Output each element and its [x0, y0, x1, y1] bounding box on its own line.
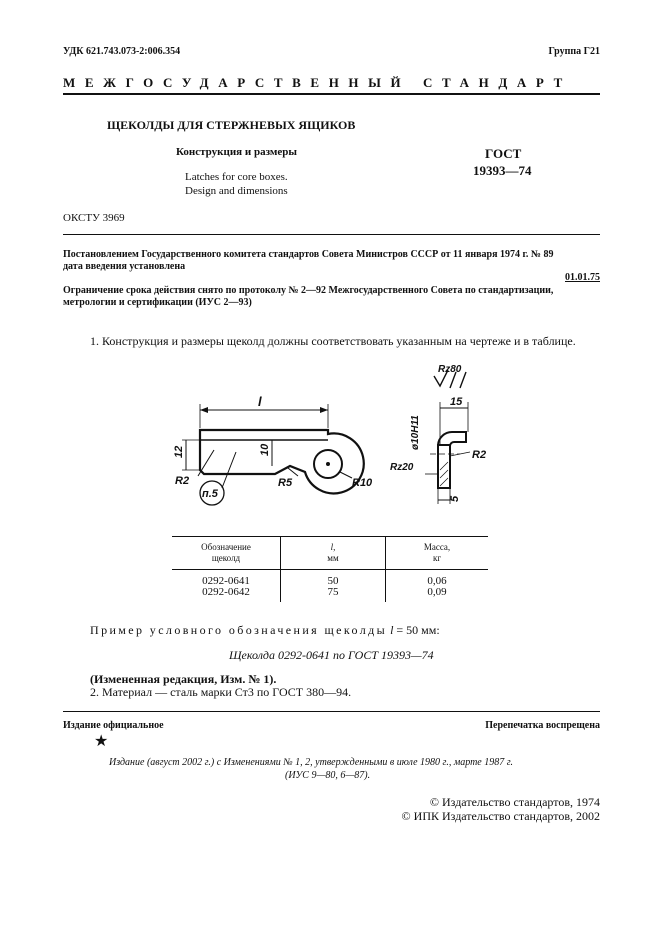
example-line [90, 623, 440, 638]
official-edition: Издание официальное [63, 720, 164, 731]
okstu-code: ОКСТУ 3969 [63, 212, 125, 224]
subtitle-ru: Конструкция и размеры [176, 146, 297, 158]
dimensions-table [172, 536, 488, 602]
hole-label: ø10H11 [410, 415, 421, 450]
table-row [172, 587, 488, 602]
example-label: Пример условного обозначения щеколды [90, 623, 388, 637]
latch-hole-center [327, 463, 330, 466]
title-en-2: Design and dimensions [185, 185, 288, 197]
clause-1: 1. Конструкция и размеры щеколд должны соответствовать указанным на чертеже и в таблице. [90, 334, 576, 348]
table-header-row [172, 537, 488, 570]
clause-2: 2. Материал — сталь марки Ст3 по ГОСТ 380—94. [90, 685, 352, 699]
cell-mass: 0,06 [427, 575, 447, 587]
r10-label: R10 [352, 477, 373, 489]
standard-type: МЕЖГОСУДАРСТВЕННЫЙ СТАНДАРТ [63, 75, 572, 90]
udk-code: УДК 621.743.073-2:006.354 [63, 46, 181, 57]
roughness-top-label: Rz80 [438, 364, 462, 375]
latch-drawing [170, 362, 500, 512]
edition-line-2: (ИУС 9—80, 6—87). [285, 770, 371, 781]
example-designation: Щеколда 0292-0641 по ГОСТ 19393—74 [229, 648, 434, 662]
table-row [172, 570, 488, 588]
header-text: Масса, [423, 542, 451, 552]
header-text: Обозначение [201, 542, 251, 552]
header-text: щеколд [211, 553, 241, 563]
cell-l: 50 [281, 570, 386, 588]
header-text: мм [327, 553, 339, 563]
r2-right-label: R2 [472, 449, 487, 461]
title-rule [63, 234, 600, 235]
decree-line-2: дата введения установлена [63, 261, 186, 272]
changed-edition: (Измененная редакция, Изм. № 1). [90, 672, 277, 686]
example-var: l [390, 623, 394, 637]
r2-left-label: R2 [175, 475, 190, 487]
copyright-2: © ИПК Издательство стандартов, 2002 [401, 809, 600, 823]
title-ru: ЩЕКОЛДЫ ДЛЯ СТЕРЖНЕВЫХ ЯЩИКОВ [107, 118, 356, 132]
limit-line-2: метрологии и сертификации (ИУС 2—93) [63, 297, 252, 308]
dim-l-label: l [258, 394, 262, 409]
copyright-1: © Издательство стандартов, 1974 [429, 795, 600, 809]
decree-line-1: Постановлением Государственного комитета стандартов Совета Министров СССР от 11 января 1974 г. № 89 [63, 249, 554, 260]
dim-12-label: 12 [173, 445, 185, 458]
dim-5-label: 5 [449, 495, 461, 502]
r5-label: R5 [278, 477, 293, 489]
header-rule [63, 93, 600, 95]
col-header-mass [386, 537, 489, 570]
header-text: кг [432, 553, 442, 563]
col-header-l [281, 537, 386, 570]
dim-15-label: 15 [450, 396, 463, 408]
cell-designation: 0292-0641 [172, 570, 281, 588]
cell-designation: 0292-0642 [172, 587, 281, 602]
gost-number: 19393—74 [473, 163, 532, 178]
title-en-1: Latches for core boxes. [185, 171, 288, 183]
note-label: п.5 [202, 488, 218, 500]
cell-mass: 0,09 [427, 586, 447, 598]
header-text: l, [330, 542, 336, 552]
footer-rule [63, 711, 600, 712]
dim-10-label: 10 [259, 443, 271, 456]
rz20-label: Rz20 [390, 462, 414, 473]
reprint-notice: Перепечатка воспрещена [485, 720, 600, 731]
gost-label: ГОСТ [485, 146, 522, 161]
edition-line-1: Издание (август 2002 г.) с Изменениями № 1, 2, утвержденными в июле 1980 г., марте 1987 г. [109, 757, 513, 768]
example-value: = 50 мм: [393, 623, 440, 637]
star-icon: ★ [94, 733, 109, 750]
decree-date: 01.01.75 [565, 272, 600, 283]
col-header-designation [172, 537, 281, 570]
limit-line-1: Ограничение срока действия снято по протоколу № 2—92 Межгосударственного Совета по стандартизации, [63, 285, 554, 296]
group-code: Группа Г21 [548, 46, 600, 57]
cell-l: 75 [281, 587, 386, 602]
